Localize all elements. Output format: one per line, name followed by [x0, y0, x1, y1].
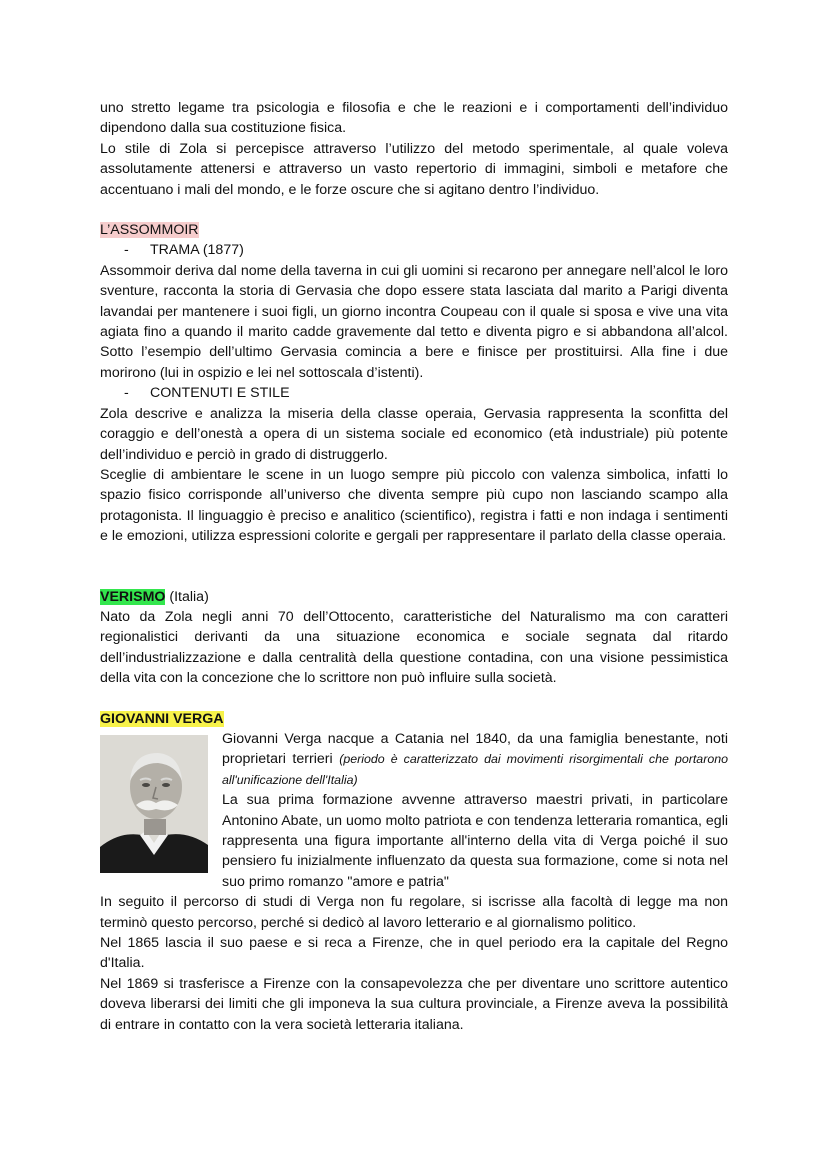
verismo-paragraph: Nato da Zola negli anni 70 dell’Ottocento, caratteristiche del Naturalismo ma con caratteri regionalistici derivanti da una situazione economica e sociale segnata dal ritardo dell’industrializzazione e dalla centralità della questione contadina, con una visione pessimistica della vita con la concezione che lo scrittore non può influire sulla società. [100, 608, 728, 687]
portrait-illustration [100, 735, 208, 873]
verga-studi-paragraph: In seguito il percorso di studi di Verga non fu regolare, si iscrisse alla facoltà di legge ma non terminò questo percorso, perché si dedicò al lavoro letterario e al giornalismo politico. [100, 894, 728, 931]
trama-label: TRAMA (1877) [150, 242, 244, 259]
verga-1865-paragraph: Nel 1865 lascia il suo paese e si reca a Firenze, che in quel periodo era la capitale del Regno d'Italia. [100, 935, 728, 972]
zola-paragraph-1: uno stretto legame tra psicologia e filosofia e che le reazioni e i comportamenti dell’individuo dipendono dalla sua costituzione fisica. [100, 100, 728, 137]
contenuti-paragraph-1: Zola descrive e analizza la miseria della classe operaia, Gervasia rappresenta la sconfitta del coraggio e dell’onestà a opera di un sistema sociale ed economico (età industriale) più potente dell’individuo e perciò in grado di distruggerlo. [100, 405, 728, 463]
trama-paragraph: Assommoir deriva dal nome della taverna in cui gli uomini si recarono per annegare nell’alcol le loro sventure, racconta la storia di Gervasia che dopo essere stata lasciata dal marito a Parigi diventa lavandai per mantenere i suoi figli, un giorno incontra Coupeau con il quale si sposa e vive una vita agiata fino a quando il marito cadde gravemente dal tetto e diventa pigro e si abbandona all’alcol. Sotto l’esempio dell’ultimo Gervasia comincia a bere e finisce per prostituirsi. Alla fine i due morirono (lui in ospizio e lei nel sottoscala d’istenti). [100, 262, 728, 381]
page-content [100, 98, 728, 1035]
list-dash: - [124, 385, 129, 402]
zola-paragraph-2: Lo stile di Zola si percepisce attraverso l’utilizzo del metodo sperimentale, al quale voleva assolutamente attenersi e attraverso un vasto repertorio di immagini, simboli e metafore che accentuano i mali del mondo, e le forze oscure che si agitano dentro l’individuo. [100, 140, 728, 198]
contenuti-item [100, 383, 728, 403]
verismo-title: VERISMO [100, 588, 166, 605]
verga-portrait-image [100, 735, 208, 873]
verismo-suffix: (Italia) [165, 588, 209, 605]
trama-item [100, 240, 728, 260]
verga-title: GIOVANNI VERGA [100, 710, 224, 727]
verga-1869-paragraph: Nel 1869 si trasferisce a Firenze con la consapevolezza che per diventare uno scrittore autentico doveva liberarsi dei limiti che gli imponeva la sua cultura provinciale, a Firenze aveva la possibilità di entrare in contatto con la vera società letteraria italiana. [100, 975, 728, 1033]
verga-intro-text: Giovanni Verga nacque a Catania nel 1840, da una famiglia benestante, noti proprietari terrieri [222, 730, 728, 768]
list-dash: - [124, 242, 129, 259]
verga-intro-block [100, 729, 728, 892]
verga-formazione-paragraph: La sua prima formazione avvenne attraverso maestri privati, in particolare Antonino Abate, un uomo molto patriota e con tendenza letteraria romantica, egli rappresenta una figura importante all'interno della vita di Verga poiché il suo pensiero fu inizialmente influenzato da questa sua formazione, come si nota nel suo primo romanzo "amore e patria" [222, 792, 728, 890]
verga-intro-note: (periodo è caratterizzato dai movimenti risorgimentali che portarono all'unificazione dell'Italia) [222, 752, 728, 787]
verga-heading [100, 709, 728, 729]
assommoir-title: L’ASSOMMOIR [100, 222, 199, 239]
contenuti-label: CONTENUTI E STILE [150, 385, 290, 402]
contenuti-paragraph-2: Sceglie di ambientare le scene in un luogo sempre più piccolo con valenza simbolica, infatti lo spazio fisico corrisponde all’universo che diventa sempre più cupo non lasciando scampo alla protagonista. Il linguaggio è preciso e analitico (scientifico), registra i fatti e non indaga i sentimenti e le emozioni, utilizza espressioni colorite e gergali per rappresentare il parlato della classe operaia. [100, 466, 728, 545]
verismo-heading [100, 587, 728, 607]
assommoir-heading [100, 220, 728, 240]
